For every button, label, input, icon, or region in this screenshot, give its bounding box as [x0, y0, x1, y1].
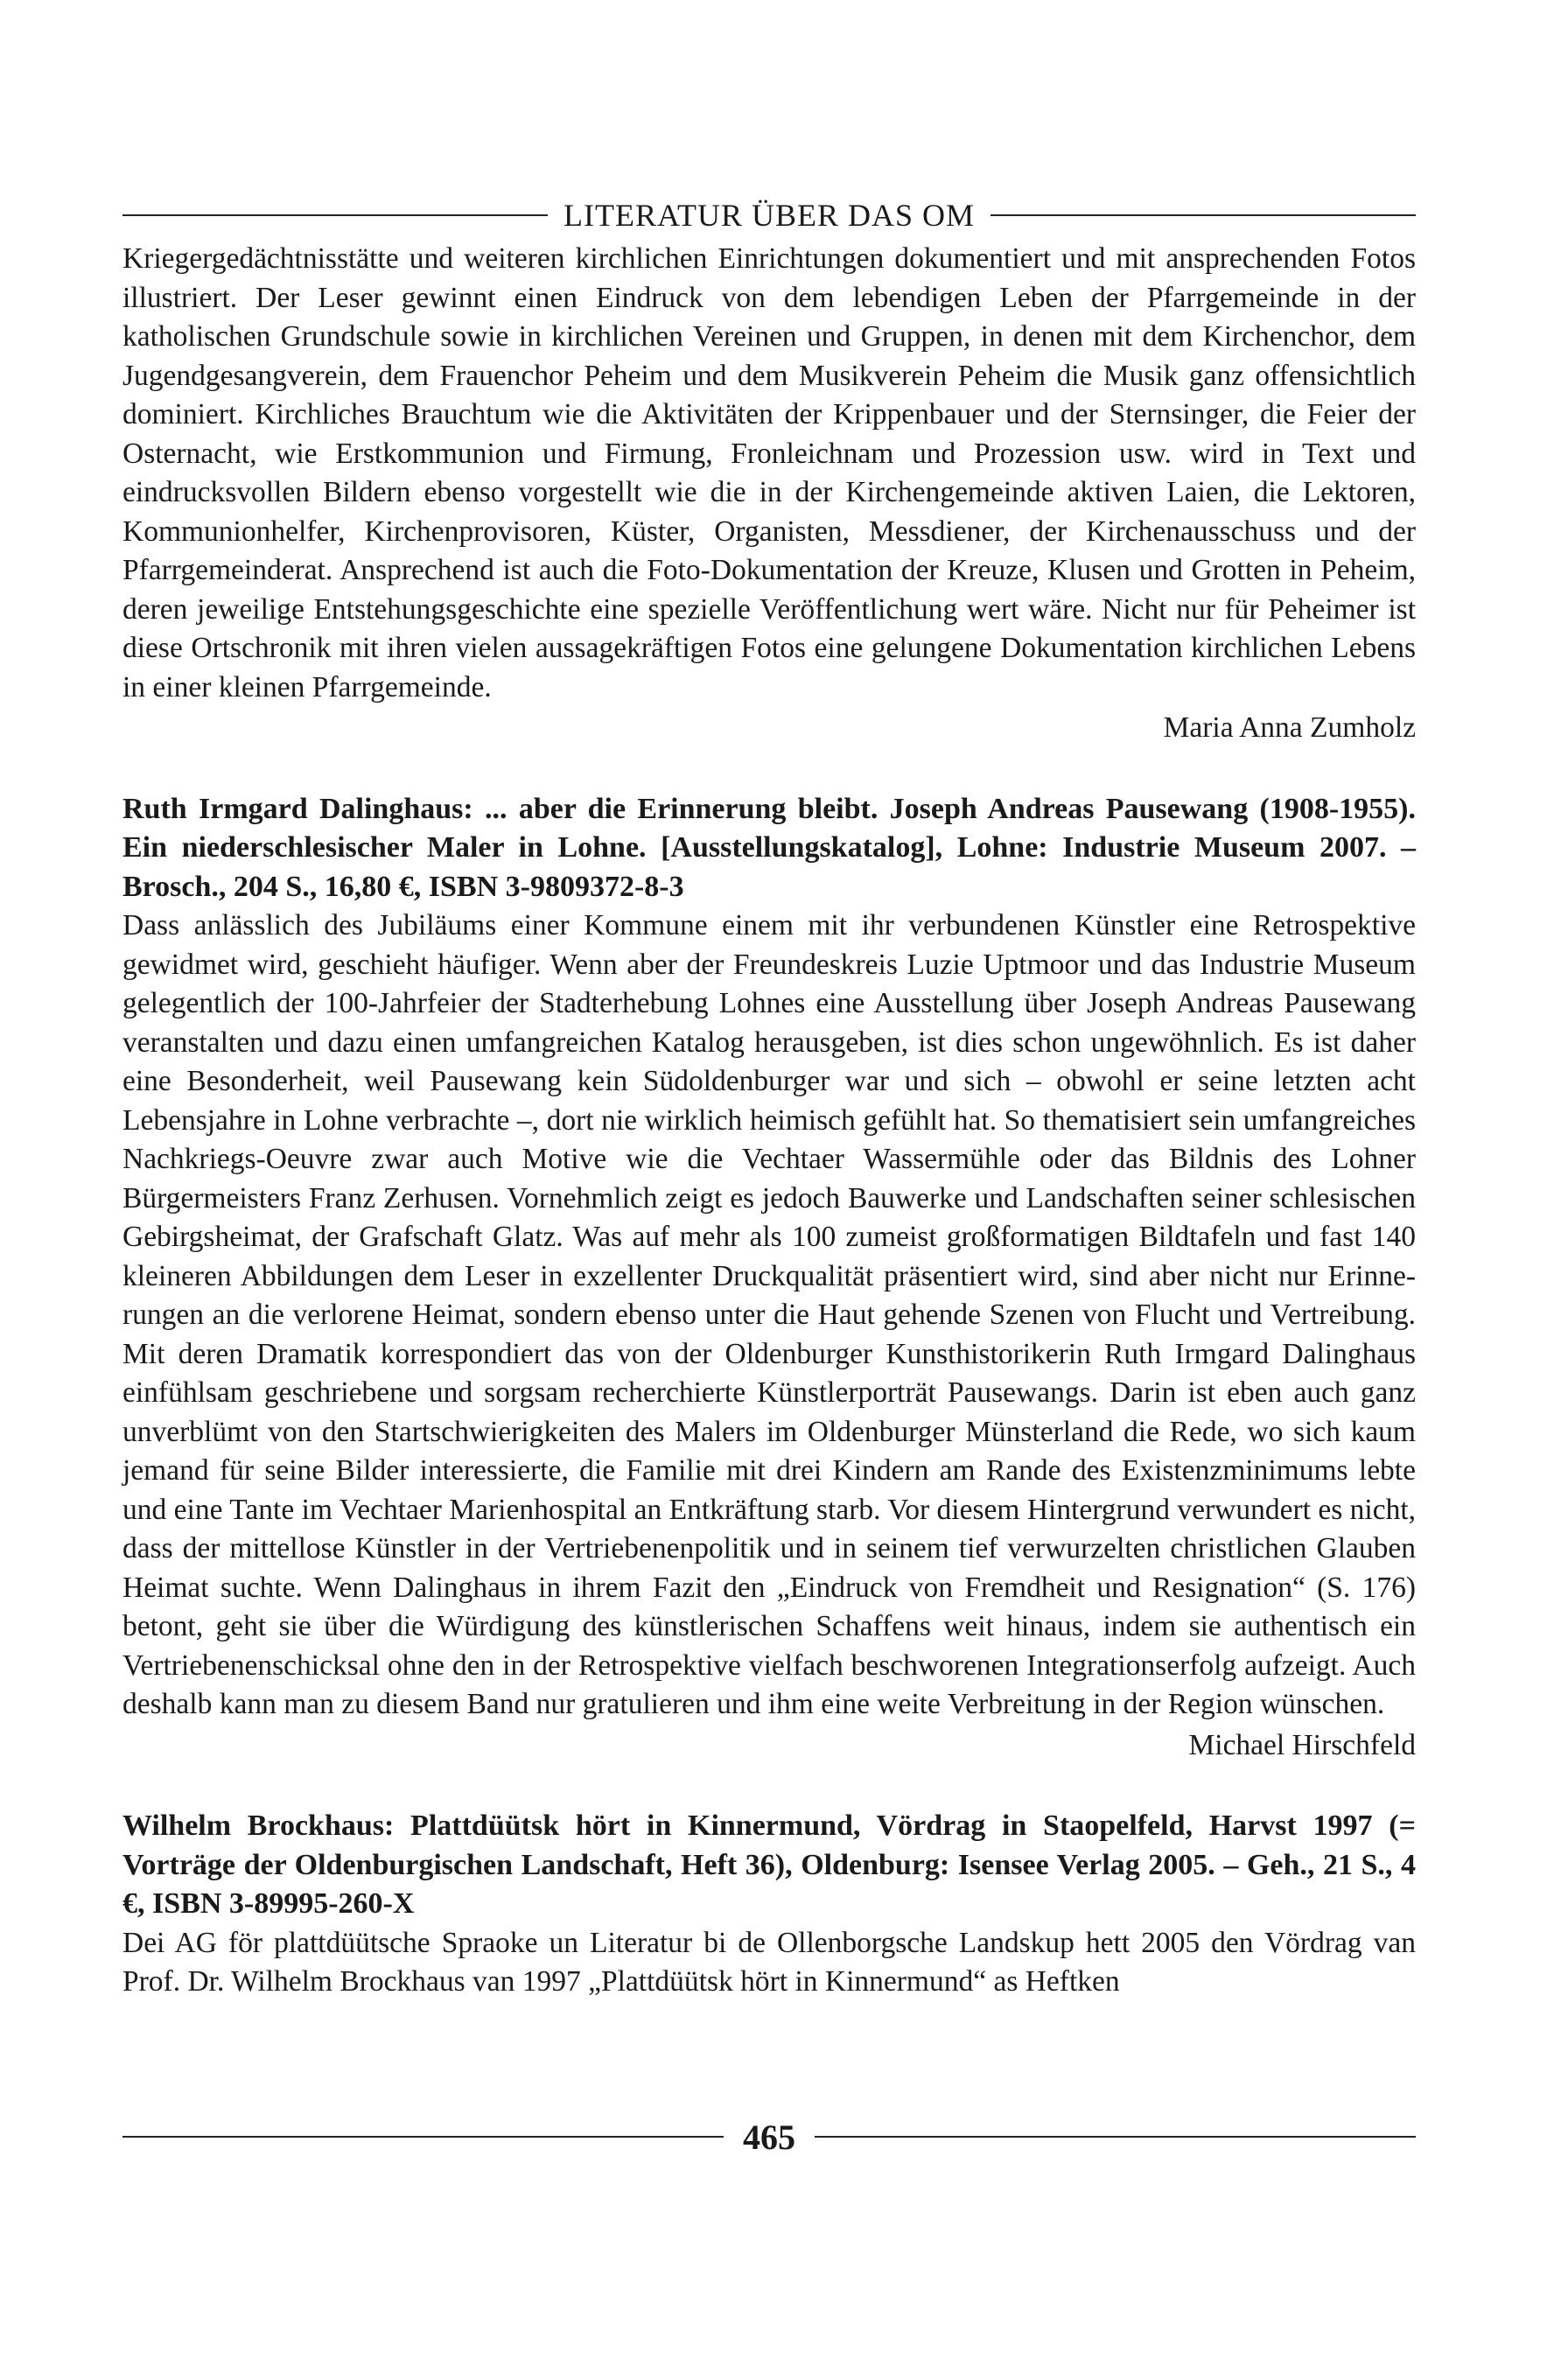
running-head: [122, 194, 1416, 236]
header-rule-right: [990, 214, 1416, 216]
page-footer: [122, 2110, 1416, 2163]
footer-rule-left: [122, 2136, 724, 2138]
header-rule-left: [122, 214, 548, 216]
review-2-heading: Ruth Irmgard Dalinghaus: ... aber die Erinnerung bleibt. Joseph Andreas Pausewang (1908-1955). Ein niederschlesischer Maler in Lohne. [Ausstellungskatalog], Lohne: Industrie Museum 2007. – Brosch., 204 S., 16,80 €, ISBN 3-9809372-8-3: [122, 792, 1416, 903]
review-3-heading: Wilhelm Brockhaus: Plattdüütsk hört in Kinnermund, Vördrag in Staopelfeld, Harvst 1997 (= Vorträge der Oldenburgischen Landschaft, Heft 36), Oldenburg: Isensee Verlag 2005. – Geh., 21 S., 4 €, ISBN 3-89995-260-X: [122, 1810, 1416, 1920]
review-1-author: Maria Anna Zumholz: [1163, 711, 1416, 744]
running-head-title: LITERATUR ÜBER DAS OM: [564, 198, 976, 233]
footer-rule-right: [815, 2136, 1416, 2138]
page-body: [122, 194, 1416, 2002]
review-2-author: Michael Hirschfeld: [1188, 1728, 1416, 1761]
review-3-text: Dei AG för plattdüütsche Spraoke un Literatur bi de Ollenborgsche Landskup hett 2005 den Vördrag van Prof. Dr. Wilhelm Brockhaus van 1997 „Plattdüütsk hört in Kinnermund“ as Heftken: [122, 1926, 1416, 1998]
review-1-text: Kriegergedächtnisstätte und weiteren kirchlichen Einrichtungen dokumentiert und mit ansprechenden Fotos illustriert. Der Leser gewinnt einen Eindruck von dem lebendigen Leben der Pfarrgemeinde in der katholischen Grundschule sowie in kirchlichen Vereinen und Gruppen, in denen mit dem Kirchenchor, dem Jugendgesangverein, dem Frauenchor Peheim und dem Musikverein Peheim die Musik ganz offensichtlich dominiert. Kirchliches Brauchtum wie die Aktivitäten der Krippenbauer und der Sternsinger, die Feier der Osternacht, wie Erstkommunion und Firmung, Fronleichnam und Prozession usw. wird in Text und eindrucksvollen Bildern ebenso vorgestellt wie die in der Kirchengemeinde aktiven Laien, die Lektoren, Kommunionhelfer, Kirchenprovisoren, Küster, Organisten, Messdiener, der Kirchenausschuss und der Pfarrgemeinderat. Ansprechend ist auch die Foto-Dokumentation der Kreuze, Klusen und Grotten in Peheim, deren jeweilige Entstehungsgeschichte eine spezielle Veröffentlichung wert wäre. Nicht nur für Peheimer ist diese Ortschronik mit ihren vielen aussagekräftigen Fotos eine gelungene Dokumentation kirchlichen Lebens in einer kleinen Pfarrgemeinde.: [122, 242, 1416, 704]
review-2-text: Dass anlässlich des Jubiläums einer Kommune einem mit ihr verbundenen Künstler eine Retrospektive gewidmet wird, geschieht häufiger. Wenn aber der Freundeskreis Luzie Uptmoor und das Industrie Museum gelegentlich der 100-Jahrfeier der Stadterhebung Lohnes eine Ausstellung über Joseph Andreas Pausewang veranstalten und dazu einen umfangreichen Katalog herausgeben, ist dies schon ungewöhnlich. Es ist daher eine Besonderheit, weil Pausewang kein Südoldenburger war und sich – obwohl er seine letzten acht Lebensjahre in Lohne verbrachte –, dort nie wirklich heimisch gefühlt hat. So thematisiert sein umfangreiches Nachkriegs-Oeuvre zwar auch Motive wie die Vechtaer Wassermühle oder das Bildnis des Lohner Bürgermeisters Franz Zerhusen. Vornehmlich zeigt es jedoch Bauwerke und Landschaften seiner schlesischen Gebirgsheimat, der Grafschaft Glatz. Was auf mehr als 100 zumeist großformatigen Bildtafeln und fast 140 kleineren Abbildungen dem Leser in exzellenter Druckqualität präsentiert wird, sind aber nicht nur Erinnerungen an die verlorene Heimat, sondern ebenso unter die Haut gehende Szenen von Flucht und Vertreibung. Mit deren Dramatik korrespondiert das von der Oldenburger Kunsthistorikerin Ruth Irmgard Dalinghaus einfühlsam geschriebene und sorgsam recherchierte Künstlerporträt Pausewangs. Darin ist eben auch ganz unverblümt von den Startschwierigkeiten des Malers im Oldenburger Münsterland die Rede, wo sich kaum jemand für seine Bilder interessierte, die Familie mit drei Kindern am Rande des Existenzminimums lebte und eine Tante im Vechtaer Marienhospital an Entkräftung starb. Vor diesem Hintergrund verwundert es nicht, dass der mittellose Künstler in der Vertriebenenpolitik und in seinem tief verwurzelten christlichen Glauben Heimat suchte. Wenn Dalinghaus in ihrem Fazit den „Eindruck von Fremdheit und Resignation“ (S. 176) betont, geht sie über die Würdigung des künstlerischen Schaffens weit hinaus, indem sie authentisch ein Vertriebenenschicksal ohne den in der Retrospektive vielfach beschworenen Integrationserfolg aufzeigt. Auch deshalb kann man zu diesem Band nur gratulieren und ihm eine weite Verbreitung in der Region wünschen.: [122, 909, 1416, 1720]
page-number: 465: [743, 2117, 795, 2157]
